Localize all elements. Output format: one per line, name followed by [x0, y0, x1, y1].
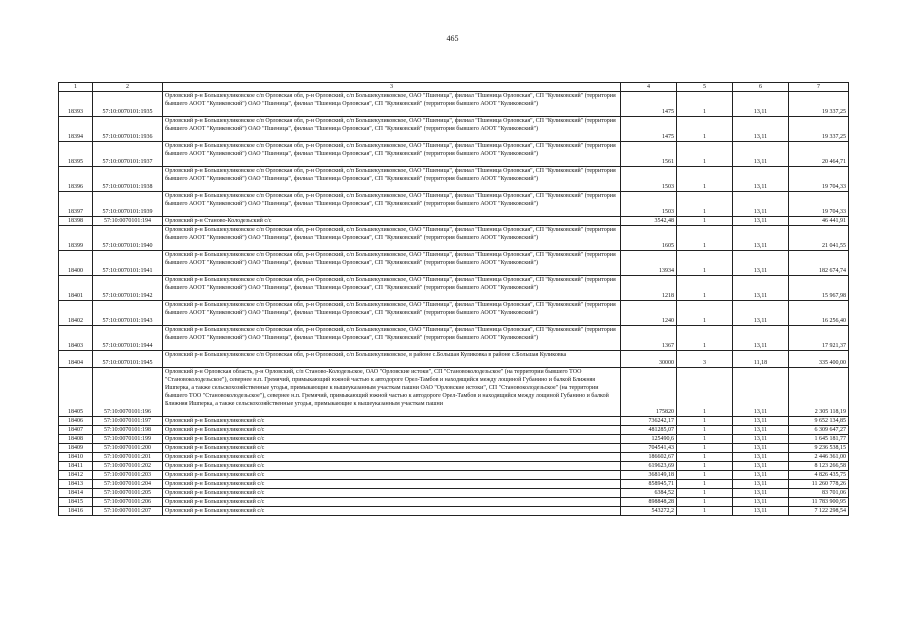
column-5-value: 1: [677, 426, 733, 435]
cadastral-value: 335 400,00: [789, 351, 849, 368]
table-row: [59, 192, 849, 217]
column-5-value: 1: [677, 251, 733, 276]
table-row: [59, 444, 849, 453]
plot-description: Орловский р-н Большекуликовский с/с: [163, 417, 621, 426]
column-5-value: 1: [677, 498, 733, 507]
cadastral-value: 21 041,55: [789, 226, 849, 251]
plot-area: 1605: [621, 226, 677, 251]
cadastral-value: 20 464,71: [789, 142, 849, 167]
table-row: [59, 351, 849, 368]
row-number: 18413: [59, 480, 93, 489]
cadastral-number: 57:10:0070101:1941: [93, 251, 163, 276]
row-number: 18410: [59, 453, 93, 462]
column-6-value: 13,11: [733, 142, 789, 167]
plot-description: Орловский р-н Большекуликовское с/п Орловская обл, р-н Орловский, с/п Большекуликовское, ОАО "Пшеница", филиал "Пшеница Орловская", СП "Куликовский" (территория бывшего АООТ "Куликовский") ОАО "Пшеница", филиал "Пшеница Орловская", СП "Куликовский" (территория бывшего АООТ "Куликовский"): [163, 276, 621, 301]
column-6-value: 13,11: [733, 471, 789, 480]
table-row: [59, 142, 849, 167]
plot-area: 858945,71: [621, 480, 677, 489]
cadastral-number: 57:10:0070101:201: [93, 453, 163, 462]
plot-description: Орловский р-н Большекуликовское с/п Орловская обл, р-н Орловский, с/п Большекуликовское, в районе с.Большая Куликовка в районе с.Большая Куликовка: [163, 351, 621, 368]
cadastral-number: 57:10:0070101:1938: [93, 167, 163, 192]
column-header: 4: [621, 83, 677, 92]
plot-description: Орловский р-н Большекуликовское с/п Орловская обл, р-н Орловский, с/п Большекуликовское, ОАО "Пшеница", филиал "Пшеница Орловская", СП "Куликовский" (территория бывшего АООТ "Куликовский") ОАО "Пшеница", филиал "Пшеница Орловская", СП "Куликовский" (территория бывшего АООТ "Куликовский"): [163, 192, 621, 217]
cadastral-number: 57:10:0070101:1942: [93, 276, 163, 301]
row-number: 18400: [59, 251, 93, 276]
column-5-value: 1: [677, 368, 733, 417]
table-row: [59, 226, 849, 251]
plot-description: Орловский р-н Большекуликовский с/с: [163, 453, 621, 462]
cadastral-number: 57:10:0070101:1943: [93, 301, 163, 326]
row-number: 18409: [59, 444, 93, 453]
column-6-value: 13,11: [733, 226, 789, 251]
column-header: 5: [677, 83, 733, 92]
table-row: [59, 453, 849, 462]
cadastral-number: 57:10:0070101:205: [93, 489, 163, 498]
row-number: 18397: [59, 192, 93, 217]
row-number: 18416: [59, 507, 93, 516]
plot-description: Орловский р-н Большекуликовское с/п Орловская обл, р-н Орловский, с/п Большекуликовское, ОАО "Пшеница", филиал "Пшеница Орловская", СП "Куликовский" (территория бывшего АООТ "Куликовский") ОАО "Пшеница", филиал "Пшеница Орловская", СП "Куликовский" (территория бывшего АООТ "Куликовский"): [163, 142, 621, 167]
cadastral-number: 57:10:0070101:1939: [93, 192, 163, 217]
plot-area: 1503: [621, 192, 677, 217]
column-header: 6: [733, 83, 789, 92]
column-5-value: 1: [677, 462, 733, 471]
cadastral-value: 16 256,40: [789, 301, 849, 326]
plot-description: Орловский р-н Большекуликовское с/п Орловская обл, р-н Орловский, с/п Большекуликовское, ОАО "Пшеница", филиал "Пшеница Орловская", СП "Куликовский" (территория бывшего АООТ "Куликовский") ОАО "Пшеница", филиал "Пшеница Орловская", СП "Куликовский" (территория бывшего АООТ "Куликовский"): [163, 301, 621, 326]
column-6-value: 13,11: [733, 217, 789, 226]
column-header: 3: [163, 83, 621, 92]
table-row: [59, 251, 849, 276]
cadastral-value: 17 921,37: [789, 326, 849, 351]
table-row: [59, 92, 849, 117]
plot-description: Орловский р-н Большекуликовское с/п Орловская обл, р-н Орловский, с/п Большекуликовское, ОАО "Пшеница", филиал "Пшеница Орловская", СП "Куликовский" (территория бывшего АООТ "Куликовский") ОАО "Пшеница", филиал "Пшеница Орловская", СП "Куликовский" (территория бывшего АООТ "Куликовский"): [163, 167, 621, 192]
plot-area: 368149,18: [621, 471, 677, 480]
column-6-value: 13,11: [733, 92, 789, 117]
column-6-value: 13,11: [733, 417, 789, 426]
column-5-value: 1: [677, 507, 733, 516]
column-5-value: 1: [677, 117, 733, 142]
plot-description: Орловский р-н Большекуликовский с/с: [163, 498, 621, 507]
column-5-value: 3: [677, 351, 733, 368]
cadastral-value: 11 260 778,26: [789, 480, 849, 489]
plot-area: 1475: [621, 92, 677, 117]
row-number: 18415: [59, 498, 93, 507]
column-header: 7: [789, 83, 849, 92]
plot-description: Орловский р-н Большекуликовский с/с: [163, 426, 621, 435]
table-row: [59, 480, 849, 489]
table-row: [59, 435, 849, 444]
column-6-value: 13,11: [733, 498, 789, 507]
plot-area: 1475: [621, 117, 677, 142]
plot-description: Орловский р-н Большекуликовский с/с: [163, 444, 621, 453]
cadastral-value: 2 446 361,00: [789, 453, 849, 462]
column-5-value: 1: [677, 301, 733, 326]
table-row: [59, 301, 849, 326]
plot-area: 704541,43: [621, 444, 677, 453]
column-5-value: 1: [677, 142, 733, 167]
cadastral-value: 19 704,33: [789, 192, 849, 217]
cadastral-value: 19 704,33: [789, 167, 849, 192]
cadastral-number: 57:10:0070101:1944: [93, 326, 163, 351]
cadastral-number: 57:10:0070101:206: [93, 498, 163, 507]
column-5-value: 1: [677, 453, 733, 462]
page-number: 465: [446, 34, 459, 43]
plot-description: Орловский р-н Большекуликовское с/п Орловская обл, р-н Орловский, с/п Большекуликовское, ОАО "Пшеница", филиал "Пшеница Орловская", СП "Куликовский" (территория бывшего АООТ "Куликовский") ОАО "Пшеница", филиал "Пшеница Орловская", СП "Куликовский" (территория бывшего АООТ "Куликовский"): [163, 226, 621, 251]
plot-description: Орловский р-н Большекуликовский с/с: [163, 489, 621, 498]
cadastral-number: 57:10:0070101:1936: [93, 117, 163, 142]
plot-area: 543272,2: [621, 507, 677, 516]
table-row: [59, 417, 849, 426]
column-6-value: 13,11: [733, 480, 789, 489]
column-6-value: 11,18: [733, 351, 789, 368]
row-number: 18394: [59, 117, 93, 142]
cadastral-value: 182 674,74: [789, 251, 849, 276]
column-5-value: 1: [677, 480, 733, 489]
table-header-row: [59, 83, 849, 92]
cadastral-number: 57:10:0070101:204: [93, 480, 163, 489]
plot-area: 736242,17: [621, 417, 677, 426]
plot-area: 898848,28: [621, 498, 677, 507]
cadastral-number: 57:10:0070101:200: [93, 444, 163, 453]
table-row: [59, 489, 849, 498]
plot-area: 619623,69: [621, 462, 677, 471]
column-5-value: 1: [677, 444, 733, 453]
cadastral-number: 57:10:0070101:199: [93, 435, 163, 444]
cadastral-number: 57:10:0070101:198: [93, 426, 163, 435]
table-row: [59, 117, 849, 142]
row-number: 18399: [59, 226, 93, 251]
column-5-value: 1: [677, 167, 733, 192]
cadastral-number: 57:10:0070101:1940: [93, 226, 163, 251]
row-number: 18401: [59, 276, 93, 301]
cadastral-value: 1 645 181,77: [789, 435, 849, 444]
table-row: [59, 167, 849, 192]
plot-description: Орловский р-н Большекуликовское с/п Орловская обл, р-н Орловский, с/п Большекуликовское, ОАО "Пшеница", филиал "Пшеница Орловская", СП "Куликовский" (территория бывшего АООТ "Куликовский") ОАО "Пшеница", филиал "Пшеница Орловская", СП "Куликовский" (территория бывшего АООТ "Куликовский"): [163, 117, 621, 142]
table-row: [59, 276, 849, 301]
plot-area: 175820: [621, 368, 677, 417]
cadastral-value: 19 337,25: [789, 92, 849, 117]
column-5-value: 1: [677, 217, 733, 226]
column-6-value: 13,11: [733, 368, 789, 417]
plot-area: 1367: [621, 326, 677, 351]
column-5-value: 1: [677, 326, 733, 351]
column-6-value: 13,11: [733, 117, 789, 142]
plot-area: 6384,52: [621, 489, 677, 498]
plot-area: 1240: [621, 301, 677, 326]
row-number: 18398: [59, 217, 93, 226]
table-row: [59, 326, 849, 351]
plot-description: Орловский р-н Большекуликовское с/п Орловская обл, р-н Орловский, с/п Большекуликовское, ОАО "Пшеница", филиал "Пшеница Орловская", СП "Куликовский" (территория бывшего АООТ "Куликовский") ОАО "Пшеница", филиал "Пшеница Орловская", СП "Куликовский" (территория бывшего АООТ "Куликовский"): [163, 92, 621, 117]
column-header: 2: [93, 83, 163, 92]
column-6-value: 13,11: [733, 444, 789, 453]
table-row: [59, 462, 849, 471]
column-5-value: 1: [677, 417, 733, 426]
plot-area: 30000: [621, 351, 677, 368]
plot-area: 1218: [621, 276, 677, 301]
cadastral-value: 19 337,25: [789, 117, 849, 142]
column-5-value: 1: [677, 435, 733, 444]
cadastral-number: 57:10:0070101:207: [93, 507, 163, 516]
plot-description: Орловский р-н Большекуликовский с/с: [163, 462, 621, 471]
row-number: 18408: [59, 435, 93, 444]
row-number: 18412: [59, 471, 93, 480]
column-header: 1: [59, 83, 93, 92]
cadastral-number: 57:10:0070101:194: [93, 217, 163, 226]
table-row: [59, 368, 849, 417]
row-number: 18403: [59, 326, 93, 351]
land-plot-table: [58, 82, 849, 516]
column-6-value: 13,11: [733, 326, 789, 351]
cadastral-value: 15 967,98: [789, 276, 849, 301]
row-number: 18395: [59, 142, 93, 167]
column-6-value: 13,11: [733, 435, 789, 444]
plot-description: Орловский р-н Станово-Колодезьский с/с: [163, 217, 621, 226]
cadastral-number: 57:10:0070101:1945: [93, 351, 163, 368]
column-5-value: 1: [677, 226, 733, 251]
column-6-value: 13,11: [733, 507, 789, 516]
plot-area: 125490,6: [621, 435, 677, 444]
cadastral-number: 57:10:0070101:202: [93, 462, 163, 471]
row-number: 18405: [59, 368, 93, 417]
cadastral-value: 83 701,06: [789, 489, 849, 498]
table-row: [59, 471, 849, 480]
row-number: 18414: [59, 489, 93, 498]
column-6-value: 13,11: [733, 167, 789, 192]
column-5-value: 1: [677, 276, 733, 301]
row-number: 18407: [59, 426, 93, 435]
column-6-value: 13,11: [733, 251, 789, 276]
plot-description: Орловский р-н Большекуликовский с/с: [163, 471, 621, 480]
plot-area: 13934: [621, 251, 677, 276]
cadastral-number: 57:10:0070101:1937: [93, 142, 163, 167]
cadastral-value: 2 305 118,19: [789, 368, 849, 417]
cadastral-value: 4 826 435,75: [789, 471, 849, 480]
plot-description: Орловский р-н Большекуликовский с/с: [163, 507, 621, 516]
plot-area: 481285,07: [621, 426, 677, 435]
table-row: [59, 507, 849, 516]
row-number: 18393: [59, 92, 93, 117]
column-6-value: 13,11: [733, 489, 789, 498]
row-number: 18406: [59, 417, 93, 426]
plot-description: Орловский р-н Орловская область, р-н Орловский, с/п Станово-Колодезьское, ОАО "Орловские истоки", СП "Становоколодезьское" (на территории бывшего ТОО "Становоколодезьское"), севернее н.п. Гремячий, примыкающий южной частью к автодороге Орел-Тамбов и находящийся между лощиной Губанино и балкой Ближняя Ишперка, а также сельскохозяйственные угодья, примыкающие к вышеуказанным участкам пашни ОАО "Орловские истоки", СП "Становоколодезьское" (на территории бывшего ТОО "Становоколодезьское"), севернее н.п. Гремячий, примыкающий южной частью к автодороге Орел-Тамбов и находящийся между лощиной Губанино и балкой Ближняя Ишперка, а также сельскохозяйственные угодья, примыкающие к вышеуказанным участкам пашни: [163, 368, 621, 417]
cadastral-value: 9 652 134,85: [789, 417, 849, 426]
column-5-value: 1: [677, 192, 733, 217]
cadastral-value: 8 123 266,58: [789, 462, 849, 471]
column-5-value: 1: [677, 92, 733, 117]
cadastral-number: 57:10:0070101:203: [93, 471, 163, 480]
column-6-value: 13,11: [733, 426, 789, 435]
table-row: [59, 426, 849, 435]
column-5-value: 1: [677, 489, 733, 498]
column-6-value: 13,11: [733, 462, 789, 471]
cadastral-value: 9 236 538,15: [789, 444, 849, 453]
plot-area: 3542,48: [621, 217, 677, 226]
plot-area: 1503: [621, 167, 677, 192]
column-5-value: 1: [677, 471, 733, 480]
cadastral-number: 57:10:0070101:1935: [93, 92, 163, 117]
table-row: [59, 498, 849, 507]
plot-area: 186602,67: [621, 453, 677, 462]
cadastral-value: 7 122 298,54: [789, 507, 849, 516]
column-6-value: 13,11: [733, 276, 789, 301]
cadastral-number: 57:10:0070101:197: [93, 417, 163, 426]
row-number: 18411: [59, 462, 93, 471]
plot-description: Орловский р-н Большекуликовское с/п Орловская обл, р-н Орловский, с/п Большекуликовское, ОАО "Пшеница", филиал "Пшеница Орловская", СП "Куликовский" (территория бывшего АООТ "Куликовский") ОАО "Пшеница", филиал "Пшеница Орловская", СП "Куликовский" (территория бывшего АООТ "Куликовский"): [163, 251, 621, 276]
column-6-value: 13,11: [733, 192, 789, 217]
row-number: 18396: [59, 167, 93, 192]
column-6-value: 13,11: [733, 301, 789, 326]
cadastral-value: 6 309 647,27: [789, 426, 849, 435]
row-number: 18404: [59, 351, 93, 368]
plot-description: Орловский р-н Большекуликовский с/с: [163, 480, 621, 489]
plot-description: Орловский р-н Большекуликовский с/с: [163, 435, 621, 444]
column-6-value: 13,11: [733, 453, 789, 462]
table-row: [59, 217, 849, 226]
cadastral-value: 11 783 900,95: [789, 498, 849, 507]
cadastral-number: 57:10:0070101:196: [93, 368, 163, 417]
cadastral-value: 46 441,91: [789, 217, 849, 226]
plot-area: 1561: [621, 142, 677, 167]
row-number: 18402: [59, 301, 93, 326]
plot-description: Орловский р-н Большекуликовское с/п Орловская обл, р-н Орловский, с/п Большекуликовское, ОАО "Пшеница", филиал "Пшеница Орловская", СП "Куликовский" (территория бывшего АООТ "Куликовский") ОАО "Пшеница", филиал "Пшеница Орловская", СП "Куликовский" (территория бывшего АООТ "Куликовский"): [163, 326, 621, 351]
